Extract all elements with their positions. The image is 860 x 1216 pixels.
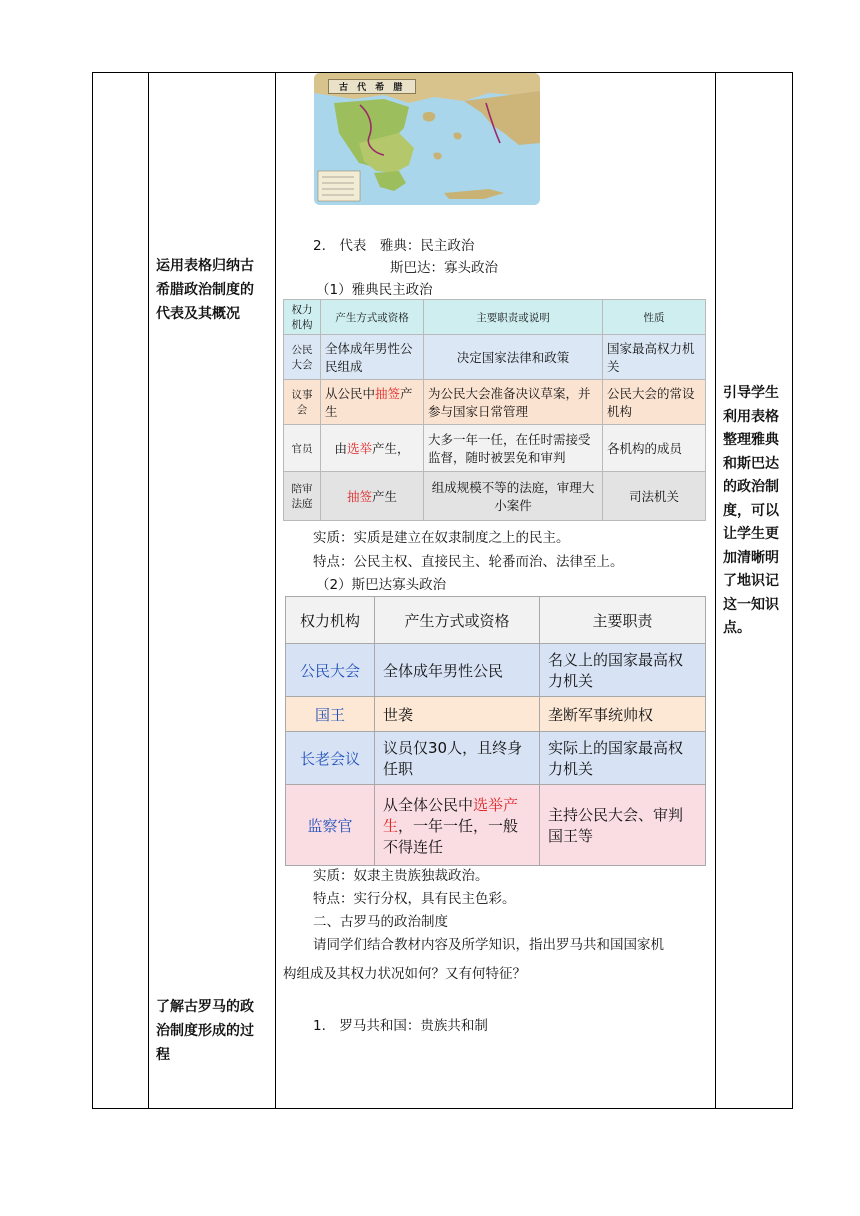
athens-features: 特点：公民主权、直接民主、轮番而治、法律至上。 <box>313 554 624 570</box>
objective-1: 运用表格归纳古 希腊政治制度的 代表及其概况 <box>156 258 254 322</box>
duty-cell: 主持公民大会、审判国王等 <box>540 785 706 866</box>
athens-heading: （1）雅典民主政治 <box>316 282 433 298</box>
org-cell: 官员 <box>284 425 321 472</box>
sparta-essence: 实质：奴隶主贵族独裁政治。 <box>313 868 489 884</box>
table-row <box>284 380 706 425</box>
method-cell: 抽签产生 <box>321 472 424 521</box>
sparta-oligarchy-table <box>285 596 706 866</box>
rome-question-line2: 构组成及其权力状况如何？又有何特征？ <box>283 966 526 982</box>
sparta-features: 特点：实行分权，具有民主色彩。 <box>313 891 516 907</box>
nature-cell: 司法机关 <box>603 472 706 521</box>
org-cell: 国王 <box>286 697 375 732</box>
table-header-row <box>286 597 706 644</box>
method-cell: 从全体公民中选举产生，一年一任，一般不得连任 <box>375 785 540 866</box>
design-intent: 引导学生 利用表格 整理雅典 和斯巴达 的政治制 度，可以 让学生更 加清晰明 了地识记 这一知识 点。 <box>723 385 779 636</box>
sparta-heading: （2）斯巴达寡头政治 <box>316 577 447 593</box>
ancient-greece-map <box>314 73 540 205</box>
duty-cell: 名义上的国家最高权力机关 <box>540 644 706 697</box>
objective-2: 了解古罗马的政 治制度形成的过 程 <box>156 999 254 1063</box>
column-divider <box>715 72 716 1109</box>
rome-republic-item: 1. 罗马共和国：贵族共和制 <box>313 1018 488 1034</box>
table-row <box>286 732 706 785</box>
duty-cell: 实际上的国家最高权力机关 <box>540 732 706 785</box>
athens-essence: 实质：实质是建立在奴隶制度之上的民主。 <box>313 530 570 546</box>
org-cell: 议事会 <box>284 380 321 425</box>
org-cell: 公民大会 <box>284 335 321 380</box>
method-cell: 议员仅30人，且终身任职 <box>375 732 540 785</box>
method-cell: 由选举产生， <box>321 425 424 472</box>
representatives-line: 2. 代表 雅典：民主政治 <box>313 238 475 254</box>
header-cell: 主要职责 <box>540 597 706 644</box>
method-cell: 全体成年男性公民 <box>375 644 540 697</box>
header-cell: 主要职责或说明 <box>424 300 603 335</box>
header-cell: 产生方式或资格 <box>321 300 424 335</box>
duty-cell: 决定国家法律和政策 <box>424 335 603 380</box>
duty-cell: 垄断军事统帅权 <box>540 697 706 732</box>
rome-heading: 二、古罗马的政治制度 <box>313 914 448 930</box>
duty-cell: 组成规模不等的法庭，审理大小案件 <box>424 472 603 521</box>
column-divider <box>275 72 276 1109</box>
nature-cell: 国家最高权力机关 <box>603 335 706 380</box>
table-row <box>286 785 706 866</box>
duty-cell: 为公民大会准备决议草案，并参与国家日常管理 <box>424 380 603 425</box>
nature-cell: 各机构的成员 <box>603 425 706 472</box>
org-cell: 陪审法庭 <box>284 472 321 521</box>
org-cell: 监察官 <box>286 785 375 866</box>
rome-question-line1: 请同学们结合教材内容及所学知识，指出罗马共和国国家机 <box>313 937 664 953</box>
header-cell: 权力机构 <box>284 300 321 335</box>
header-cell: 性质 <box>603 300 706 335</box>
table-row <box>286 697 706 732</box>
header-cell: 产生方式或资格 <box>375 597 540 644</box>
method-cell: 从公民中抽签产生 <box>321 380 424 425</box>
map-title: 古 代 希 腊 <box>328 79 416 94</box>
table-row <box>284 472 706 521</box>
column-divider <box>148 72 149 1109</box>
table-row <box>284 425 706 472</box>
athens-democracy-table <box>283 299 706 521</box>
duty-cell: 大多一年一任，在任时需接受监督，随时被罢免和审判 <box>424 425 603 472</box>
org-cell: 公民大会 <box>286 644 375 697</box>
sparta-rep-line: 斯巴达：寡头政治 <box>390 260 498 276</box>
table-header-row <box>284 300 706 335</box>
method-cell: 世袭 <box>375 697 540 732</box>
header-cell: 权力机构 <box>286 597 375 644</box>
table-row <box>286 644 706 697</box>
org-cell: 长老会议 <box>286 732 375 785</box>
method-cell: 全体成年男性公民组成 <box>321 335 424 380</box>
table-row <box>284 335 706 380</box>
nature-cell: 公民大会的常设机构 <box>603 380 706 425</box>
